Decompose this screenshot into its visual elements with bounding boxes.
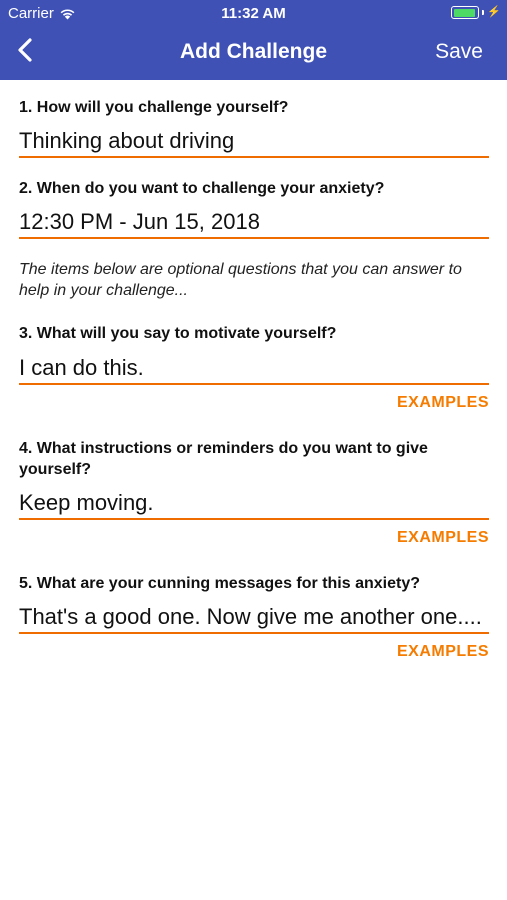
question-4-label: 4. What instructions or reminders do you want to give yourself? [19, 440, 428, 478]
examples-button-3[interactable]: EXAMPLES [396, 394, 489, 411]
optional-note: The items below are optional questions that you can answer to help in your challenge... [19, 261, 462, 299]
question-3-label: 3. What will you say to motivate yourself? [19, 325, 337, 342]
examples-button-5[interactable]: EXAMPLES [396, 643, 489, 660]
question-1-label: 1. How will you challenge yourself? [19, 99, 289, 116]
question-2-label: 2. When do you want to challenge your anxiety? [19, 180, 385, 197]
challenge-input[interactable]: Thinking about driving [19, 127, 489, 158]
battery-indicator [451, 6, 501, 19]
carrier-label: Carrier [8, 5, 54, 22]
charging-bolt-icon: ⚡ [487, 6, 501, 18]
reminders-input[interactable]: Keep moving. [19, 489, 489, 520]
battery-tip [482, 10, 484, 15]
save-button[interactable]: Save [435, 40, 483, 63]
nav-bar [0, 30, 507, 74]
motivation-input[interactable]: I can do this. [19, 354, 489, 385]
question-5-label: 5. What are your cunning messages for this anxiety? [19, 575, 420, 592]
battery-icon [451, 6, 479, 19]
examples-button-4[interactable]: EXAMPLES [396, 529, 489, 546]
status-bar [0, 0, 507, 28]
status-time: 11:32 AM [221, 5, 286, 22]
date-time-picker[interactable]: 12:30 PM - Jun 15, 2018 [19, 208, 489, 239]
challenge-form [19, 80, 489, 662]
app-header [0, 0, 507, 80]
page-title: Add Challenge [179, 40, 327, 63]
battery-fill [454, 9, 476, 17]
cunning-messages-input[interactable]: That's a good one. Now give me another one.... [19, 603, 489, 634]
